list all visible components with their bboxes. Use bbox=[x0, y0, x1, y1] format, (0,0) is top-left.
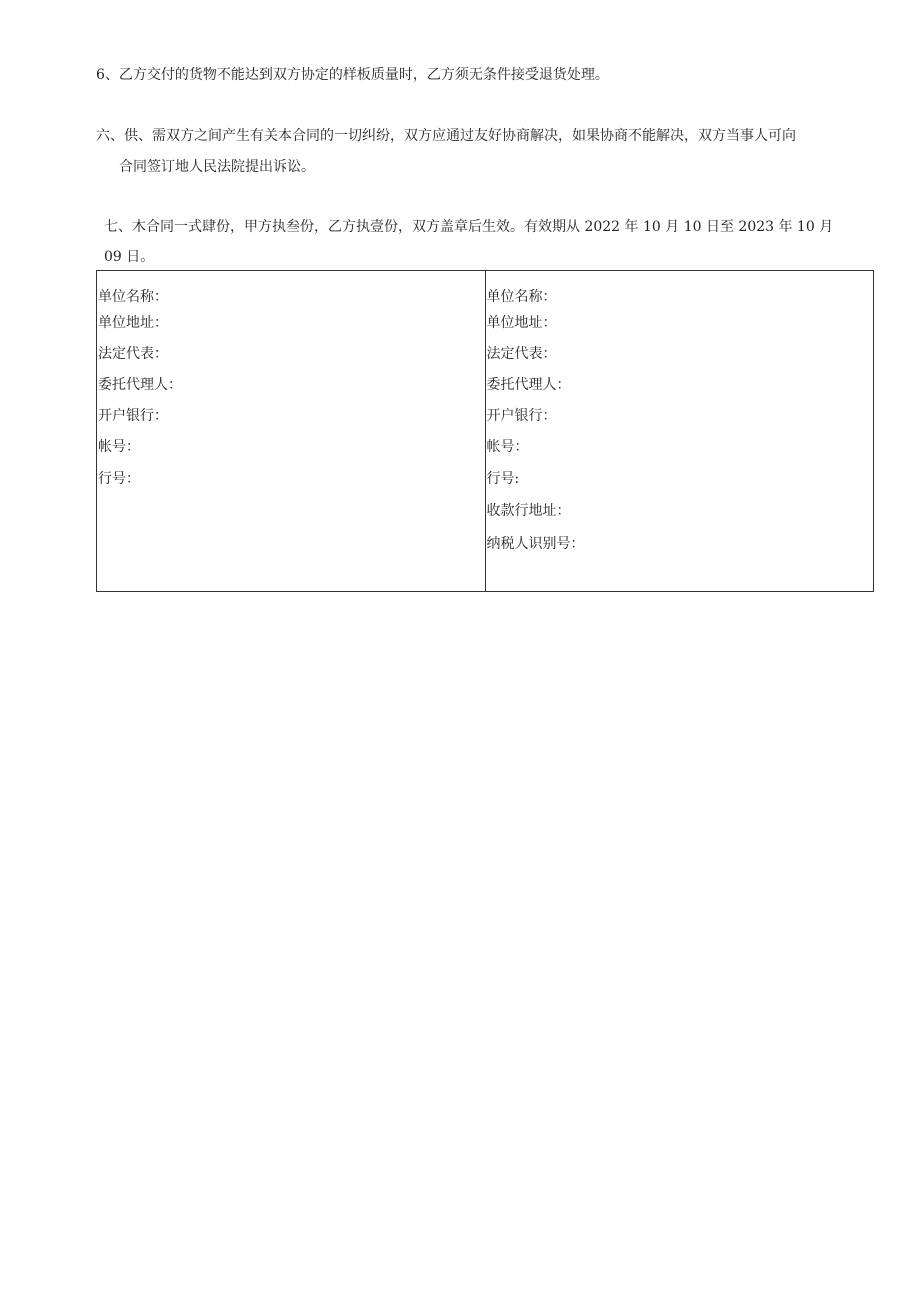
party-a-unit-address-label: 单位地址： bbox=[98, 315, 168, 331]
clause-section-6-line1: 六、供、需双方之间产生有关本合同的一切纠纷，双方应通过友好协商解决，如果协商不能解决，双方当事人可向 bbox=[96, 128, 796, 144]
clause-section-7-line2: 09 日。 bbox=[104, 249, 155, 265]
party-b-payee-bank-address-label: 收款行地址： bbox=[486, 503, 571, 519]
party-b-column bbox=[486, 271, 874, 591]
party-a-bank-code-label: 行号： bbox=[98, 471, 140, 487]
clause-section-7-line1: 七、木合同一式肆份，甲方执叁份，乙方执壹份，双方盖章后生效。有效期从 2022 年 10 月 10 日至 2023 年 10 月 bbox=[104, 219, 834, 235]
clause-section-6-line2: 合同签订地人民法院提出诉讼。 bbox=[119, 159, 315, 175]
clause-section-6 bbox=[96, 121, 876, 183]
signature-table bbox=[96, 270, 874, 592]
party-b-taxpayer-id-label: 纳税人识别号： bbox=[486, 536, 585, 552]
party-b-agent-label: 委托代理人： bbox=[486, 377, 571, 393]
party-a-account-label: 帐号： bbox=[98, 439, 140, 455]
party-b-bank-label: 开户银行： bbox=[486, 408, 557, 424]
party-a-unit-name-label: 单位名称： bbox=[98, 289, 168, 305]
party-b-bank-code-label: 行号: bbox=[486, 471, 520, 487]
party-b-unit-address-label: 单位地址： bbox=[486, 315, 557, 331]
party-a-bank-label: 开户银行： bbox=[98, 408, 168, 424]
party-b-unit-name-label: 单位名称： bbox=[486, 289, 557, 305]
clause-item-6-text: 6、乙方交付的货物不能达到双方协定的样板质量时，乙方须无条件接受退货处理。 bbox=[96, 67, 609, 83]
party-a-column bbox=[97, 271, 486, 591]
party-b-legal-rep-label: 法定代表： bbox=[486, 346, 557, 362]
party-b-account-label: 帐号： bbox=[486, 439, 529, 455]
party-a-legal-rep-label: 法定代表： bbox=[98, 346, 168, 362]
party-a-agent-label: 委托代理人： bbox=[98, 377, 182, 393]
clause-section-7 bbox=[104, 212, 874, 271]
clause-item-6 bbox=[96, 60, 876, 91]
